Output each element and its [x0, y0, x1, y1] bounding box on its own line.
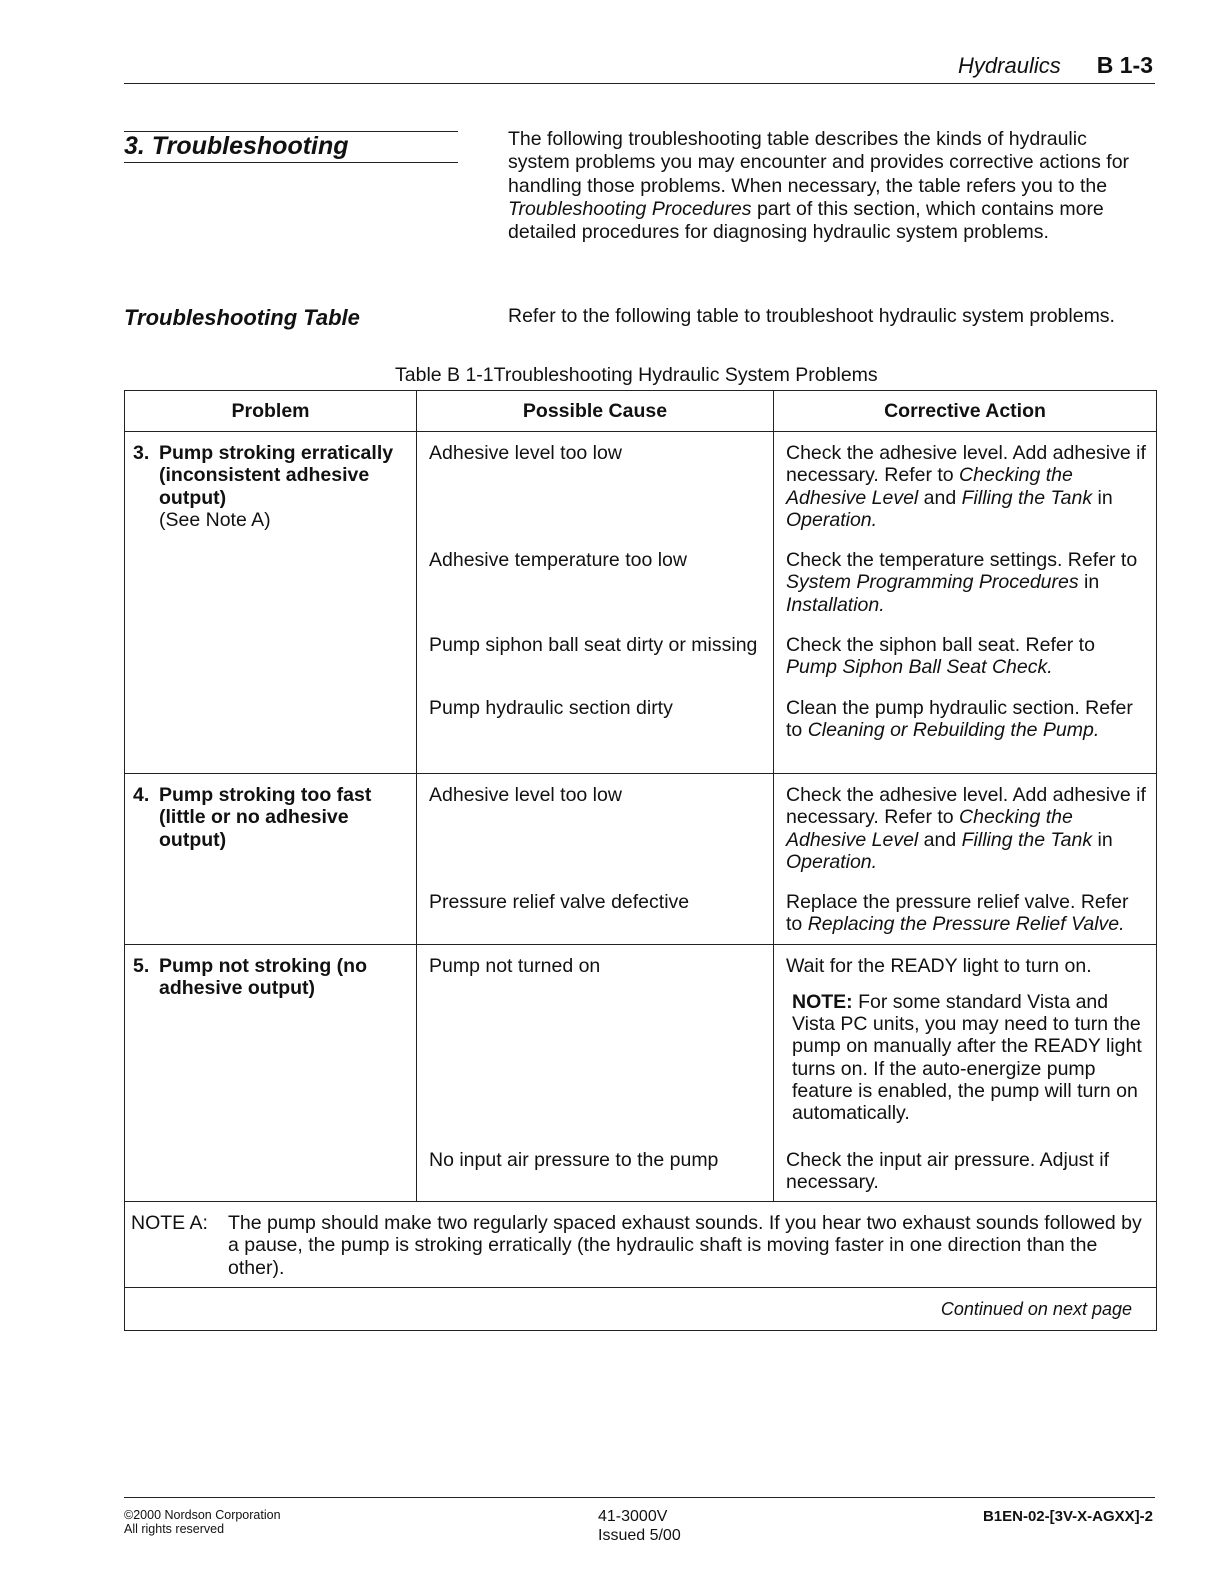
action-item: Check the input air pressure. Adjust if necessary. [786, 1148, 1109, 1193]
action-item: Check the adhesive level. Add adhesive if necessary. Refer to Checking the Adhesive Level and Filling the Tank in Operation. [786, 784, 1146, 873]
action-item: Check the temperature settings. Refer to System Programming Procedures in Installation. [786, 549, 1138, 616]
header-page-number: B 1-3 [1096, 52, 1153, 78]
cause-item: Pressure relief valve defective [429, 891, 690, 913]
section-intro: The following troubleshooting table describes the kinds of hydraulic system problems you may encounter and provides corrective actions for handling those problems. When necessary, the table refers you to the Troubleshooting Procedures part of this section, which contains more detailed procedures for diagnosing hydraulic system problems. [508, 128, 1130, 244]
cause-item: No input air pressure to the pump [429, 1148, 719, 1171]
header-possible-cause: Possible Cause [417, 391, 774, 432]
troubleshooting-table [124, 390, 1157, 1331]
action-item: Check the adhesive level. Add adhesive if necessary. Refer to Checking the Adhesive Level and Filling the Tank in Operation. [786, 442, 1146, 531]
table-row [125, 774, 1157, 945]
cause-item: Adhesive temperature too low [429, 549, 687, 571]
cause-item: Adhesive level too low [429, 442, 622, 464]
cause-cell [417, 432, 774, 774]
action-cell [774, 774, 1157, 945]
footer-copyright: ©2000 Nordson Corporation All rights reserved [124, 1508, 281, 1536]
table-note-row [125, 1202, 1157, 1288]
table-row [125, 432, 1157, 774]
action-item: Clean the pump hydraulic section. Refer to Cleaning or Rebuilding the Pump. [786, 697, 1133, 742]
problem-note-ref: (See Note A) [159, 508, 271, 531]
action-item: Check the siphon ball seat. Refer to Pump Siphon Ball Seat Check. [786, 634, 1095, 679]
inline-note: NOTE: For some standard Vista and Vista PC units, you may need to turn the pump on manually after the READY light turns on. If the auto-energize pump feature is enabled, the pump will turn on automatically. [792, 990, 1142, 1125]
action-item: Replace the pressure relief valve. Refer to Replacing the Pressure Relief Valve. [786, 891, 1129, 936]
problem-cell [125, 944, 417, 1202]
cause-item: Pump not turned on [429, 954, 601, 977]
problem-cell [125, 432, 417, 774]
problem-text: Pump stroking too fast (little or no adhesive output) [159, 784, 372, 851]
table-continued-row [125, 1288, 1157, 1331]
subsection-title: Troubleshooting Table [124, 305, 360, 330]
action-cell [774, 432, 1157, 774]
table-caption: Table B 1-1Troubleshooting Hydraulic System Problems [395, 364, 878, 386]
cause-item: Pump siphon ball seat dirty or missing [429, 634, 758, 656]
table-row [125, 944, 1157, 1202]
cause-item: Pump hydraulic section dirty [429, 697, 673, 719]
action-item: Wait for the READY light to turn on. NOTE: For some standard Vista and Vista PC units, you may need to turn the pump on manually after the READY light turns on. If the auto-energize pump feature is enabled, the pump will turn on automatically. [786, 955, 1146, 1131]
footer-doc-code: B1EN-02-[3V-X-AGXX]-2 [982, 1508, 1153, 1525]
cause-item: Adhesive level too low [429, 784, 622, 806]
cause-cell [417, 944, 774, 1202]
note-a-text: The pump should make two regularly spaced exhaust sounds. If you hear two exhaust sounds followed by a pause, the pump is stroking erratically (the hydraulic shaft is moving faster in one direction than the other). [228, 1212, 1142, 1279]
header-problem: Problem [125, 391, 417, 432]
problem-number: 3. [133, 442, 150, 464]
note-a-cell [125, 1202, 1157, 1288]
intro-reference: Troubleshooting Procedures [508, 197, 752, 220]
continued-label: Continued on next page [125, 1288, 1157, 1331]
footer-divider [124, 1497, 1155, 1498]
footer-doc-info: 41-3000V Issued 5/00 [598, 1508, 681, 1544]
section-title: 3. Troubleshooting [124, 131, 458, 163]
header-section-name: Hydraulics [958, 53, 1061, 78]
problem-text: Pump not stroking (no adhesive output) [159, 954, 367, 999]
cause-cell [417, 774, 774, 945]
note-a-label: NOTE A: [131, 1212, 208, 1235]
subsection-text: Refer to the following table to troubleshoot hydraulic system problems. [508, 305, 1115, 327]
problem-number: 4. [133, 784, 150, 806]
action-cell [774, 944, 1157, 1202]
problem-text: Pump stroking erratically (inconsistent adhesive output) [159, 442, 394, 509]
header-corrective-action: Corrective Action [774, 391, 1157, 432]
table-header-row [125, 391, 1157, 432]
problem-cell [125, 774, 417, 945]
running-header [958, 52, 1153, 79]
problem-number: 5. [133, 954, 150, 977]
header-divider [124, 83, 1155, 84]
